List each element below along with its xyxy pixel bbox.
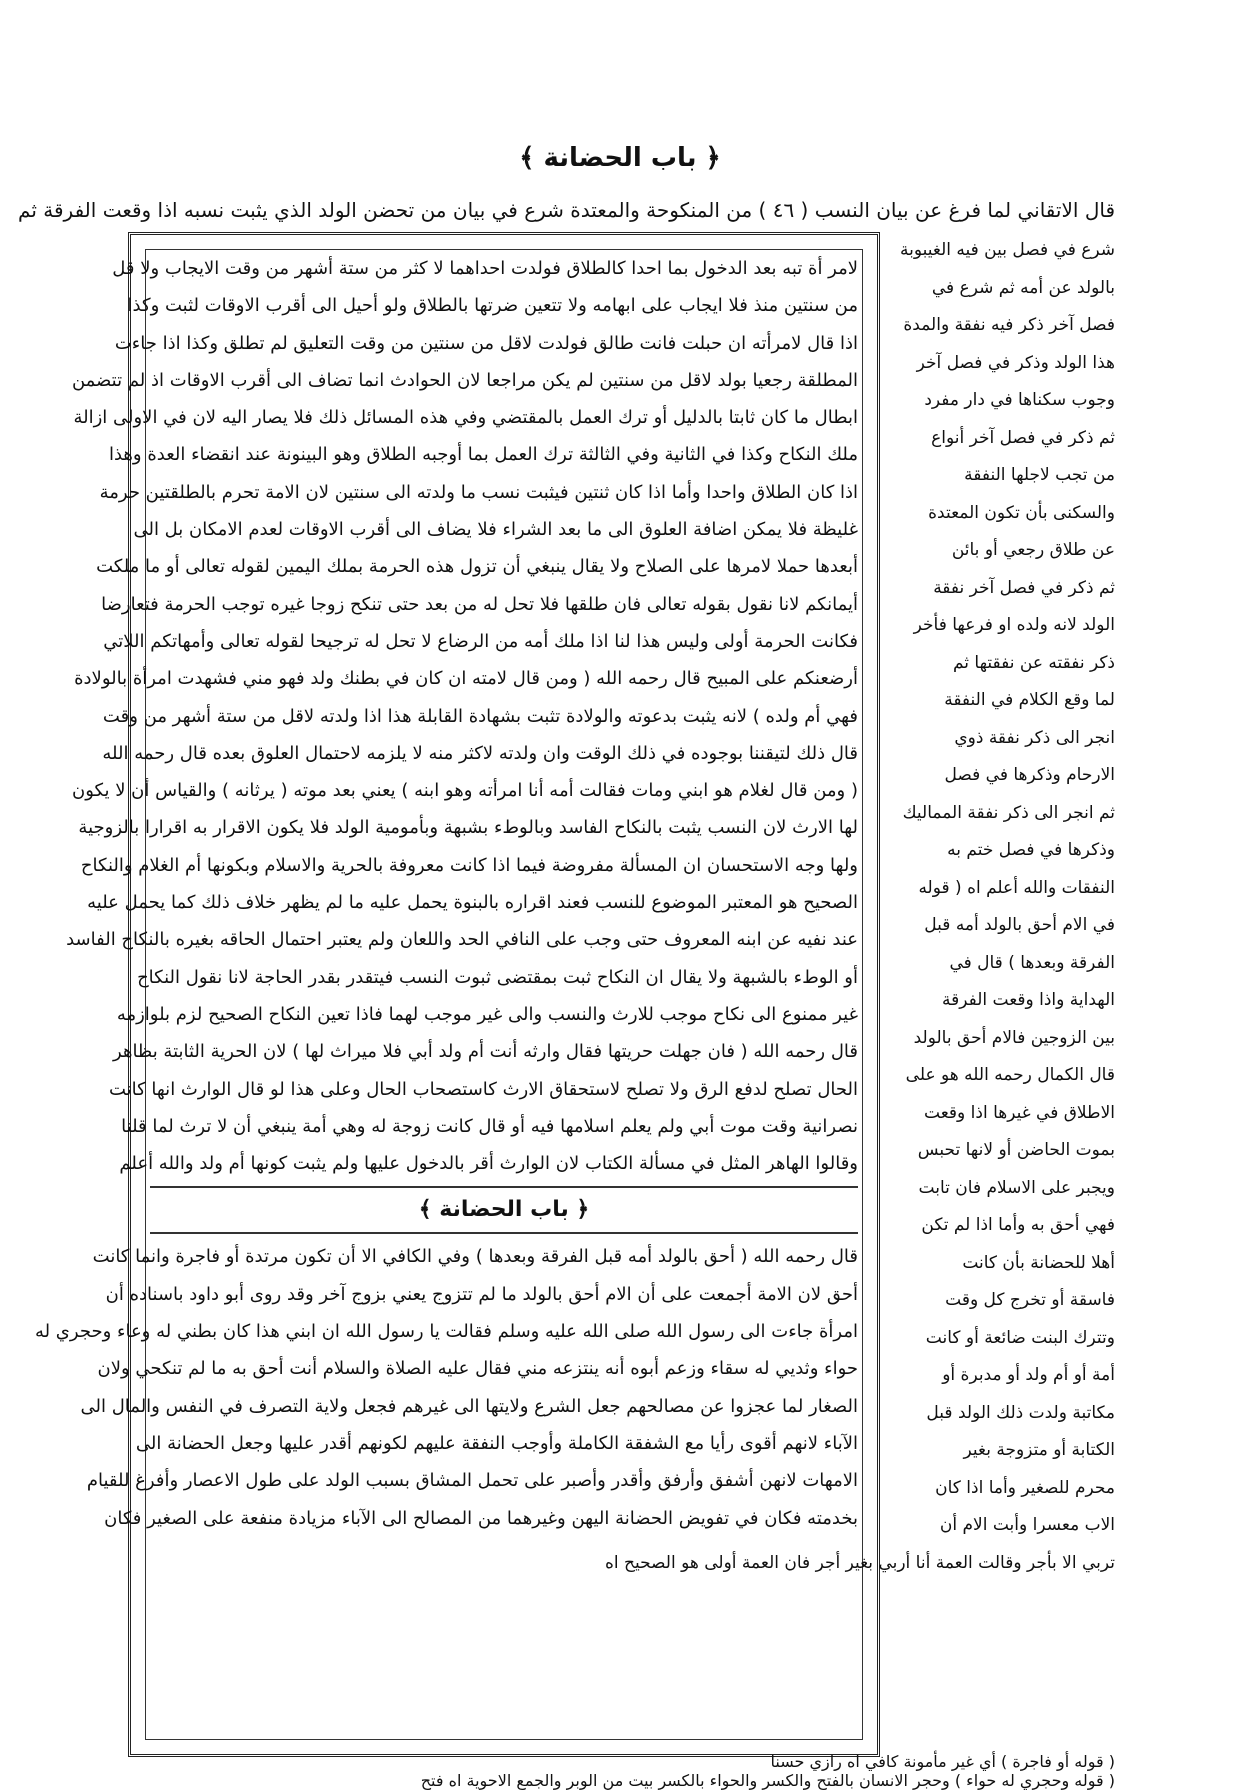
margin-line: وجوب سكناها في دار مفرد	[924, 390, 1115, 410]
page-header: ﴿ باب الحضانة ﴾	[519, 143, 721, 173]
margin-line: ثم ذكر في فصل آخر نفقة	[933, 577, 1115, 598]
main-text-line: حواء وثديي له سقاء وزعم أبوه أنه ينتزعه مني فقال عليه الصلاة والسلام أنت أحق به ما لم تنكحي ولان	[97, 1358, 858, 1380]
main-text-line: لها الارث لان النسب يثبت بالنكاح الفاسد وبالوطء بشبهة وبأمومية الولد فلا يكون الاقرار به اقرارا بالزوجية	[78, 817, 858, 839]
main-text-line: فكانت الحرمة أولى وليس هذا لنا اذا ملك أمه من الرضاع لا تحل له ترجيحا لقوله تعالى وأمهاتكم اللاتي	[103, 630, 858, 652]
margin-line: محرم للصغير وأما اذا كان	[935, 1477, 1115, 1498]
margin-line: الاب معسرا وأبت الام أن	[939, 1515, 1115, 1535]
margin-line: لما وقع الكلام في النفقة	[944, 690, 1115, 710]
margin-line: بين الزوجين فالام أحق بالولد	[913, 1027, 1115, 1048]
footnote-line: ( قوله أو فاجرة ) أي غير مأمونة كافي اه رازي حسنا	[770, 1752, 1115, 1771]
main-text-line: وقالوا الهاهر المثل في مسألة الكتاب لان الوارث أقر بالدخول عليها ولم يثبت كونها أم ولد والله أعلم	[119, 1153, 858, 1175]
main-text-line: أبعدها حملا لامرها على الصلاح ولا يقال ينبغي أن تزول هذه الحرمة بملك اليمين لقوله تعالى أو ما ملكت	[96, 556, 858, 578]
main-text-line: غير ممنوع الى نكاح موجب للارث والنسب والى غير موجب لهما فاذا تعين النكاح الصحيح لزم بلوازمه	[116, 1003, 858, 1025]
margin-line: الاطلاق في غيرها اذا وقعت	[924, 1102, 1115, 1123]
main-text-line: الصغار لما عجزوا عن مصالحهم جعل الشرع ولايتها الى غيرهم فجعل ولاية التصرف في النفس والمال الى	[80, 1395, 858, 1417]
margin-line: الهداية واذا وقعت الفرقة	[941, 990, 1115, 1010]
main-text-line: ولها وجه الاستحسان ان المسألة مفروضة فيما اذا كانت معروفة بالحرية والاسلام وبكونها أم الغلام والنكاح	[80, 854, 858, 876]
margin-line: ثم ذكر في فصل آخر أنواع	[931, 427, 1115, 448]
margin-line: فاسقة أو تخرج كل وقت	[945, 1290, 1115, 1310]
main-text-line: قال ذلك لتيقننا بوجوده في ذلك الوقت وان ولدته لاكثر منه لا يلزمه لاحتمال العلوق بعده قال رحمه الله	[102, 742, 858, 764]
margin-line: تربي الا بأجر وقالت العمة أنا أربي بغير أجر فان العمة أولى هو الصحيح اه	[604, 1552, 1115, 1573]
main-text-line: ( ومن قال لغلام هو ابني ومات فقالت أمه أنا امرأته وهو ابنه ) يعني بعد موته ( يرثانه ) والقياس أن لا يكون	[72, 780, 858, 802]
section-subheading: ﴿ باب الحضانة ﴾	[150, 1186, 858, 1234]
margin-line: وذكرها في فصل ختم به	[947, 840, 1115, 860]
margin-line: عن طلاق رجعي أو بائن	[951, 540, 1115, 560]
margin-line: من تجب لاجلها النفقة	[964, 465, 1115, 485]
main-text-line: المطلقة رجعيا بولد لاقل من سنتين لم يكن مراجعا لان الحوادث انما تضاف الى أقرب الاوقات اذ لم تتضمن	[71, 369, 858, 391]
main-text-line: فهي أم ولده ) لانه يثبت بدعوته والولادة تثبت بشهادة القابلة هذا اذا ولدته لاقل من ستة أشهر من وقت	[102, 705, 858, 727]
main-text-line: امرأة جاءت الى رسول الله صلى الله عليه وسلم فقالت يا رسول الله ان ابني هذا كان بطني له وعاء وحجري له	[34, 1321, 858, 1343]
main-text-box	[34, 232, 880, 1757]
main-text-line: الآباء لانهم أقوى رأيا مع الشفقة الكاملة وأوجب النفقة عليهم لكونهم أقدر عليها وجعل الحضانة الى	[135, 1432, 858, 1454]
main-text-line: أرضعنكم على المبيح قال رحمه الله ( ومن قال لامته ان كان في بطنك ولد فهو مني فشهدت امرأة بالولادة	[74, 668, 858, 690]
margin-line: في الام أحق بالولد أمه قبل	[924, 915, 1115, 935]
margin-line: بالولد عن أمه ثم شرع في	[931, 277, 1115, 298]
main-text-line: قال رحمه الله ( أحق بالولد أمه قبل الفرقة وبعدها ) وفي الكافي الا أن تكون مرتدة أو فاجرة وانما كانت	[92, 1246, 858, 1268]
main-text-line: اذا قال لامرأته ان حبلت فانت طالق فولدت لاقل من سنتين من وقت التعليق لم تطلق وكذا اذا جاءت	[114, 332, 858, 354]
margin-line: والسكنى بأن تكون المعتدة	[928, 502, 1115, 523]
footnotes	[150, 1752, 1115, 1790]
margin-line: مكاتبة ولدت ذلك الولد قبل	[926, 1402, 1115, 1423]
margin-line: فهي أحق به وأما اذا لم تكن	[921, 1215, 1115, 1235]
margin-commentary	[604, 232, 1115, 1727]
footnote-line: ( قوله وحجري له حواء ) وحجر الانسان بالفتح والكسر والحواء بالكسر بيت من الوبر والجمع الاحوية اه فتح	[420, 1771, 1115, 1790]
main-text-line: لامر أة تبه بعد الدخول بما احدا كالطلاق فولدت احداهما لا كثر من ستة أشهر من وقت الايجاب ولا قل	[112, 258, 858, 279]
main-text-line: بخدمته فكان في تفويض الحضانة اليهن وغيرهما من المصالح الى الآباء مزيادة منفعة على الصغير فكان	[104, 1507, 858, 1529]
top-line: قال الاتقاني لما فرغ عن بيان النسب ( ٤٦ ) من المنكوحة والمعتدة شرع في بيان من تحضن الولد الذي يثبت نسبه اذا وقعت الفرقة ثم	[18, 198, 1115, 222]
main-text-line: ابطال ما كان ثابتا بالدليل أو ترك العمل بالمقتضي وفي هذه المسائل ذلك فلا يصار اليه لان في الاولى ازالة	[73, 407, 858, 429]
main-text-line: الحال تصلح لدفع الرق ولا تصلح لاستحقاق الارث كاستصحاب الحال وعلى هذا لو قال الوارث انها كانت	[108, 1078, 858, 1100]
margin-line: قال الكمال رحمه الله هو على	[905, 1065, 1115, 1085]
main-text-line: قال رحمه الله ( فان جهلت حريتها فقال وارثه أنت أم ولد أبي فلا ميراث لها ) لان الحرية الثابتة بظاهر	[113, 1041, 858, 1063]
main-text-line: عند نفيه عن ابنه المعروف حتى وجب على النافي الحد واللعان ولم يعتبر احتمال الحاقه بغيره بالنكاح الفاسد	[66, 929, 858, 951]
margin-line: ويجبر على الاسلام فان تابت	[918, 1177, 1115, 1198]
main-text-line: الصحيح هو المعتبر الموضوع للنسب فعند اقراره بالبنوة يحمل عليه ما لم يظهر خلاف ذلك كما يحمل عليه	[87, 892, 858, 914]
main-text-line: غليظة فلا يمكن اضافة العلوق الى ما بعد الشراء فلا يضاف الى أقرب الاوقات لعدم الامكان بل الى	[133, 519, 858, 541]
margin-line: شرع في فصل بين فيه الغيبوبة	[900, 240, 1115, 260]
main-text-line: أو الوطء بالشبهة ولا يقال ان النكاح ثبت بمقتضى ثبوت النسب فيتقدر بقدر الحاجة لانا نقول النكاح	[137, 966, 858, 988]
margin-line: بموت الحاضن أو لانها تحبس	[917, 1140, 1115, 1160]
margin-line: فصل آخر ذكر فيه نفقة والمدة	[903, 315, 1115, 335]
main-text-line: من سنتين منذ فلا ايجاب على ابهامه ولا تتعين ضرتها بالطلاق ولو أحيل الى أقرب الاوقات لثبت وكذا	[127, 295, 858, 317]
margin-line: الارحام وذكرها في فصل	[944, 765, 1115, 785]
main-text-line: الامهات لانهن أشفق وأرفق وأقدر وأصبر على تحمل المشاق بسبب الولد على طول الاعصار وأفرغ للقيام	[86, 1470, 858, 1492]
main-text-inner	[34, 249, 863, 1740]
margin-line: ذكر نفقته عن نفقتها ثم	[952, 652, 1115, 673]
margin-line: انجر الى ذكر نفقة ذوي	[954, 727, 1115, 748]
margin-line: وتترك البنت ضائعة أو كانت	[925, 1327, 1115, 1348]
main-text-line: نصرانية وقت موت أبي ولم يعلم اسلامها فيه أو قال كانت زوجة له وهي أمة ينبغي أن لا ترث لما قلنا	[121, 1115, 858, 1137]
margin-line: ثم انجر الى ذكر نفقة المماليك	[902, 802, 1115, 823]
margin-line: النفقات والله أعلم اه ( قوله	[918, 877, 1115, 898]
main-text-line: اذا كان الطلاق واحدا وأما اذا كان ثنتين فيثبت نسب ما ولدته الى سنتين لان الامة تحرم بالطلقتين حرمة	[99, 481, 858, 503]
margin-line: الفرقة وبعدها ) قال في	[949, 952, 1115, 973]
main-text-line: أحق لان الامة أجمعت على أن الام أحق بالولد ما لم تتزوج يعني بزوج آخر وقد روى أبو داود باسناده أن	[105, 1283, 858, 1305]
margin-line: الولد لانه ولده او فرعها فأخر	[913, 615, 1115, 635]
margin-line: أهلا للحضانة بأن كانت	[962, 1252, 1115, 1273]
main-text-lines	[34, 250, 858, 1537]
main-text-line: أيمانكم لانا نقول بقوله تعالى فان طلقها فلا تحل له من بعد حتى تنكح زوجا غيره توجب الحرمة فتعارضا	[101, 593, 858, 615]
main-text-line: ملك النكاح وكذا في الثانية وفي الثالثة ترك العمل بما أوجبه الطلاق وهو البينونة عند انقضاء العدة وهذا	[108, 444, 858, 466]
margin-line: الكتابة أو متزوجة بغير	[963, 1440, 1115, 1460]
margin-line: هذا الولد وذكر في فصل آخر	[916, 352, 1115, 373]
margin-line: أمة أو أم ولد أو مدبرة أو	[942, 1365, 1115, 1385]
